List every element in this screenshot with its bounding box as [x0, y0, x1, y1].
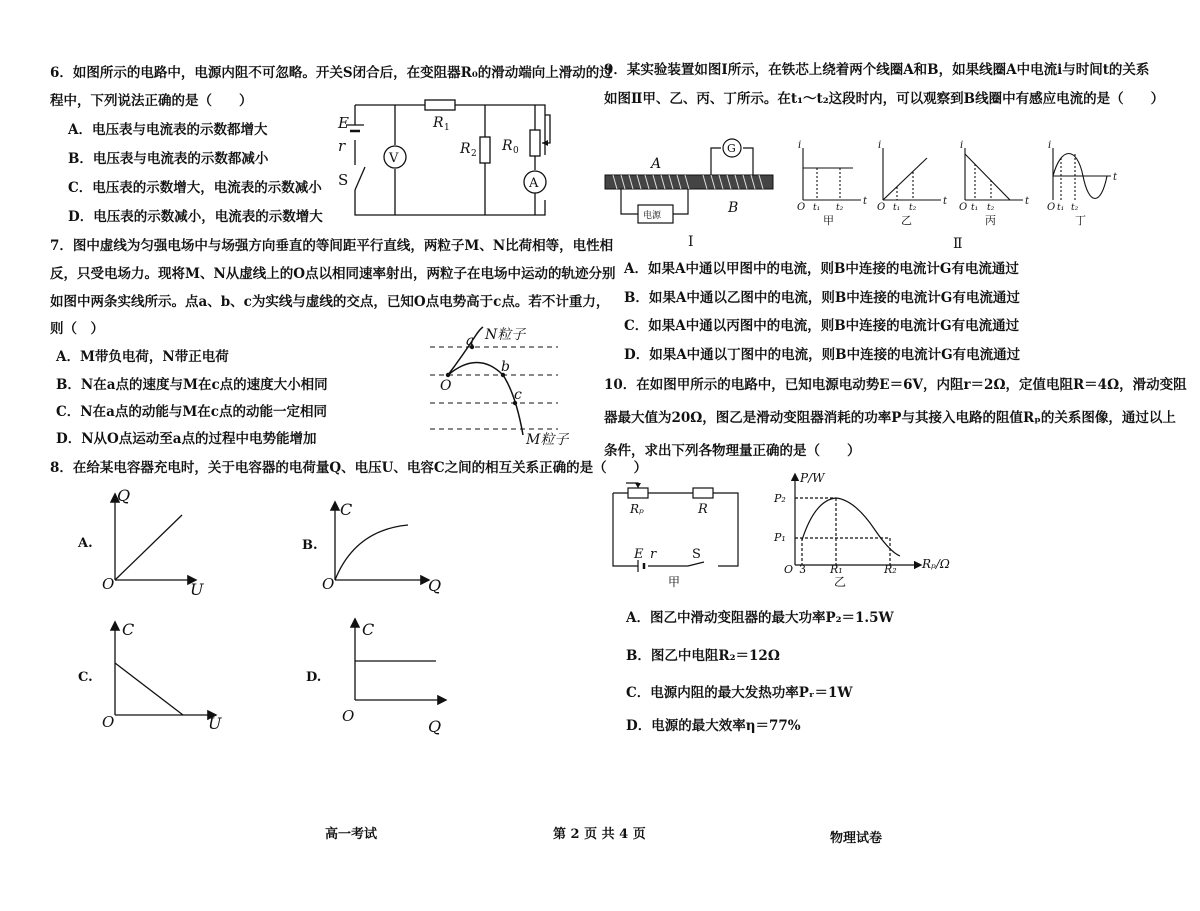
q7-option-a: A．M带负电荷，N带正电荷: [56, 349, 229, 365]
q10-label-r-internal: r: [650, 547, 657, 562]
q6-option-a: A．电压表与电流表的示数都增大: [68, 122, 268, 138]
q6-stem-line1: 6．如图所示的电路中，电源内阻不可忽略。开关S闭合后，在变阻器R₀的滑动端向上滑动的过: [50, 65, 613, 81]
q9-graph-bing-t1: t₁: [971, 203, 979, 213]
q6-option-d: D．电压表的示数减小，电流表的示数增大: [68, 209, 323, 225]
q8-graph-c-x: U: [208, 714, 222, 733]
q8-graph-a-x: U: [190, 580, 204, 599]
q8-graph-b-y: C: [340, 500, 353, 519]
q10-stem-line2: 器最大值为20Ω，图乙是滑动变阻器消耗的功率P与其接入电路的阻值Rₚ的关系图像，通过以上: [604, 410, 1176, 426]
q9-graph-yi-i: i: [878, 140, 882, 151]
q10-stem-line3: 条件，求出下列各物理量正确的是（ ）: [604, 443, 861, 459]
q9-figure-2-label: Ⅱ: [953, 236, 963, 252]
q10-label-s: S: [692, 547, 701, 562]
q8-graph-b-x: Q: [428, 576, 442, 595]
q9-graph-yi-t1: t₁: [893, 203, 901, 213]
q8-graph-c-label: C.: [78, 670, 93, 685]
q10-label-yi: 乙: [834, 575, 847, 589]
q8-graph-a-y: Q: [117, 486, 131, 505]
q9-graph-jia-o: O: [797, 202, 806, 213]
q8-graph-a-origin: O: [102, 575, 115, 593]
q9-graph-jia-name: 甲: [823, 214, 834, 227]
q9-option-c: C．如果A中通以丙图中的电流，则B中连接的电流计G有电流通过: [624, 318, 1020, 334]
q10-origin: O: [784, 563, 794, 576]
q8-graph-d-y: C: [362, 620, 375, 639]
q9-graph-bing-o: O: [959, 202, 968, 213]
q9-graph-yi-t2: t₂: [909, 203, 917, 213]
q10-label-rp: Rₚ: [630, 502, 644, 516]
q10-label-e: E: [634, 547, 644, 562]
q10-label-p1: P₁: [774, 531, 786, 544]
q8-stem: 8．在给某电容器充电时，关于电容器的电荷量Q、电压U、电容C之间的相互关系正确的是（ ）: [50, 460, 648, 476]
q6-label-S: S: [338, 171, 349, 189]
q6-option-c: C．电压表的示数增大，电流表的示数减小: [68, 180, 322, 196]
q6-label-V: V: [389, 151, 399, 166]
q10-power-graph: [770, 470, 970, 590]
q6-label-R2: R: [460, 141, 471, 157]
q10-circuit-diagram: [608, 478, 748, 588]
q7-label-c: c: [514, 387, 522, 403]
q9-stem-line2: 如图Ⅱ甲、乙、丙、丁所示。在t₁～t₂这段时内，可以观察到B线圈中有感应电流的是（ ）: [604, 91, 1165, 107]
footer-subject: 物理试卷: [830, 831, 883, 846]
footer-exam-name: 高一考试: [325, 827, 378, 842]
q6-label-A: A: [529, 176, 539, 191]
q9-stem-line1: 9．某实验装置如图Ⅰ所示，在铁芯上绕着两个线圈A和B，如果线圈A中电流i与时间t的关系: [604, 62, 1150, 78]
q9-graph-ding-i: i: [1048, 140, 1052, 151]
q7-label-o: O: [440, 378, 452, 394]
q7-field-trajectory-diagram: [428, 325, 588, 450]
q7-label-n-particle: N粒子: [485, 327, 526, 343]
q6-label-R0: R: [502, 138, 513, 154]
q6-label-R1: R: [433, 115, 444, 131]
q7-stem-line3: 如图中两条实线所示。点a、b、c为实线与虚线的交点，已知O点电势高于c点。若不计重力，: [50, 294, 610, 310]
q9-galvanometer-g: G: [727, 142, 736, 155]
q9-option-a: A．如果A中通以甲图中的电流，则B中连接的电流计G有电流通过: [624, 261, 1019, 277]
q8-graph-c-y: C: [122, 620, 135, 639]
q6-label-r: r: [338, 137, 346, 155]
q9-graph-yi-o: O: [877, 202, 886, 213]
q9-graph-bing-t2: t₂: [987, 203, 995, 213]
q10-label-r-fixed: R: [698, 502, 708, 517]
q10-option-b: B．图乙中电阻R₂＝12Ω: [626, 648, 780, 664]
q7-stem-line1: 7．图中虚线为匀强电场中与场强方向垂直的等间距平行直线，两粒子M、N比荷相等，电性相: [50, 238, 614, 254]
q9-graph-ding-t2: t₂: [1071, 203, 1079, 213]
q10-label-p2: P₂: [774, 492, 786, 505]
q9-current-graphs: [795, 140, 1125, 252]
q7-label-a: a: [466, 333, 475, 349]
q10-option-d: D．电源的最大效率η＝77%: [626, 718, 801, 734]
q9-graph-jia-t: t: [863, 196, 868, 207]
q7-option-b: B．N在a点的速度与M在c点的速度大小相同: [56, 377, 328, 393]
q7-label-m-particle: M粒子: [526, 432, 569, 448]
q6-label-R2-sub: 2: [471, 149, 477, 159]
q9-graph-ding-o: O: [1047, 202, 1056, 213]
q9-figure-1-label: Ⅰ: [688, 234, 694, 250]
q10-tick-r2: R₂: [884, 563, 897, 576]
q9-coil-b: B: [728, 200, 739, 216]
q6-label-R0-sub: 0: [513, 146, 519, 156]
footer-page-number: 第 2 页 共 4 页: [553, 827, 646, 842]
q6-stem-line2: 程中，下列说法正确的是（ ）: [50, 93, 253, 109]
q7-stem-line2: 反，只受电场力。现将M、N从虚线上的O点以相同速率射出，两粒子在电场中运动的轨迹分别: [50, 266, 616, 282]
q9-option-b: B．如果A中通以乙图中的电流，则B中连接的电流计G有电流通过: [624, 290, 1020, 306]
q8-graph-d-origin: O: [342, 707, 355, 725]
q6-circuit-diagram: [330, 95, 560, 220]
q9-graph-ding-t: t: [1113, 172, 1118, 183]
q9-coil-apparatus: [603, 138, 778, 250]
q10-tick-r1: R₁: [830, 563, 843, 576]
q8-graph-d-label: D.: [306, 670, 322, 685]
q8-graph-a-label: A.: [78, 536, 93, 551]
q9-graph-yi-name: 乙: [901, 214, 912, 227]
q6-label-E: E: [338, 114, 349, 132]
q9-option-d: D．如果A中通以丁图中的电流，则B中连接的电流计G有电流通过: [624, 347, 1021, 363]
q8-graph-d-x: Q: [428, 717, 442, 736]
q9-graph-bing-name: 丙: [985, 214, 996, 227]
q9-power-source: 电源: [643, 211, 662, 221]
q10-axis-rp: Rₚ/Ω: [922, 557, 950, 571]
q7-option-d: D．N从O点运动至a点的过程中电势能增加: [56, 431, 317, 447]
q10-option-a: A．图乙中滑动变阻器的最大功率P₂＝1.5W: [626, 610, 894, 626]
q6-option-b: B．电压表与电流表的示数都减小: [68, 151, 269, 167]
q8-graph-b-label: B.: [302, 538, 318, 553]
q8-graph-b-origin: O: [322, 575, 335, 593]
q8-graph-c-origin: O: [102, 713, 115, 731]
q9-graph-jia-t2: t₂: [836, 203, 844, 213]
q7-option-c: C．N在a点的动能与M在c点的动能一定相同: [56, 404, 327, 420]
q9-graph-yi-t: t: [943, 196, 948, 207]
q7-label-b: b: [501, 359, 510, 375]
q9-graph-jia-i: i: [798, 140, 802, 151]
q9-graph-jia-t1: t₁: [813, 203, 821, 213]
q10-tick-3: 3: [799, 563, 806, 576]
q10-axis-pw: P/W: [800, 471, 825, 485]
q9-graph-ding-name: 丁: [1075, 214, 1086, 227]
q7-stem-line4: 则（ ）: [50, 321, 104, 337]
q9-graph-bing-i: i: [960, 140, 964, 151]
q9-graph-ding-t1: t₁: [1057, 203, 1065, 213]
q9-coil-a: A: [651, 156, 662, 172]
q8-graphs: [70, 485, 490, 745]
q9-graph-bing-t: t: [1025, 196, 1030, 207]
q6-label-R1-sub: 1: [444, 123, 450, 133]
q10-label-jia: 甲: [668, 575, 681, 589]
q10-option-c: C．电源内阻的最大发热功率Pᵣ＝1W: [626, 685, 853, 701]
q10-stem-line1: 10．在如图甲所示的电路中，已知电源电动势E＝6V，内阻r＝2Ω，定值电阻R＝4Ω，滑动变阻: [604, 377, 1187, 393]
